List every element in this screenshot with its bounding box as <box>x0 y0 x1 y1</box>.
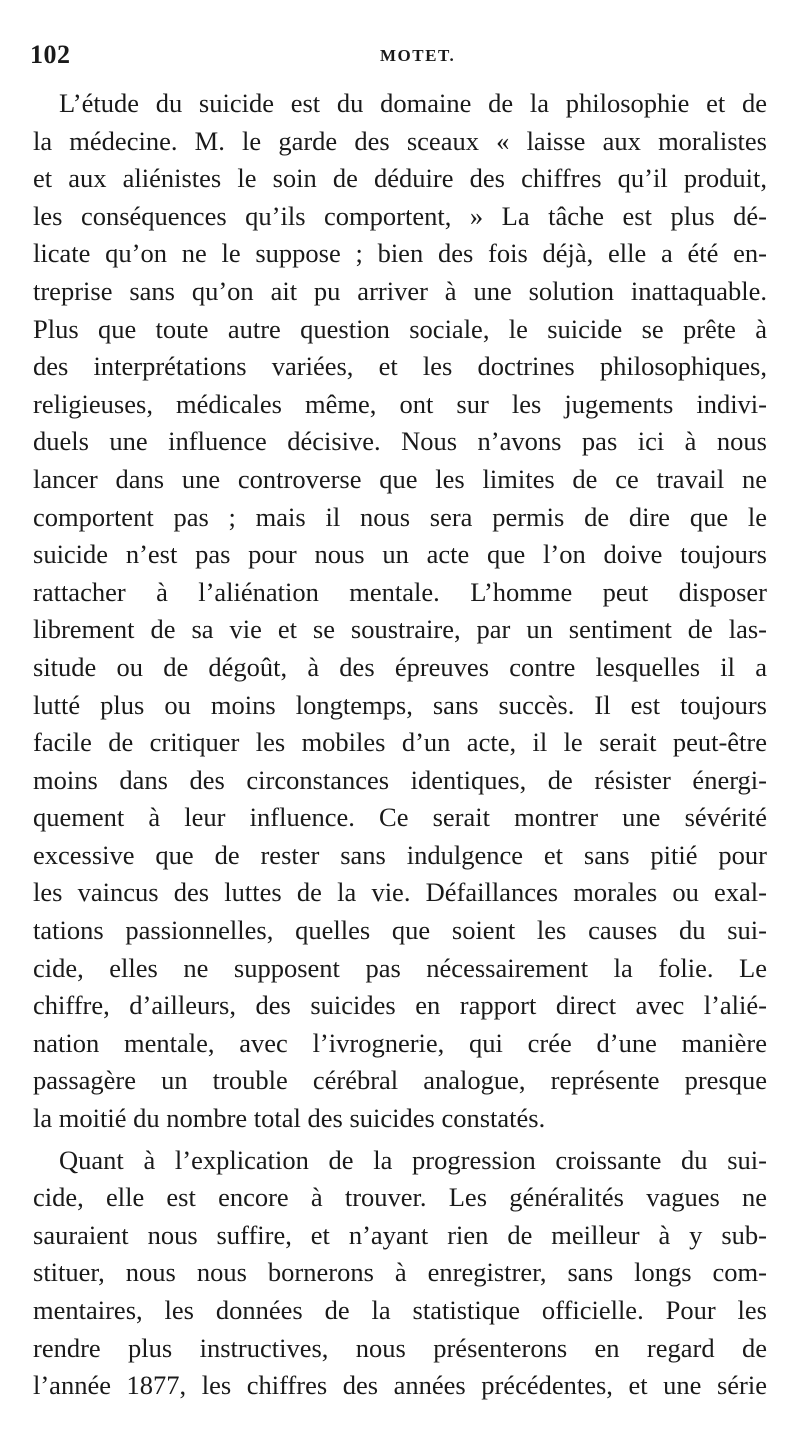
text-line: rendre plus instructives, nous présenterons en regard de <box>33 1332 767 1363</box>
text-line: religieuses, médicales même, ont sur les jugements indivi- <box>33 388 767 419</box>
text-line: lancer dans une controverse que les limites de ce travail ne <box>33 463 767 494</box>
text-line: duels une influence décisive. Nous n’avons pas ici à nous <box>33 426 767 457</box>
page-number: 102 <box>30 40 71 69</box>
text-line: comportent pas ; mais il nous sera permis de dire que le <box>33 501 767 532</box>
paragraph-2 <box>33 1142 767 1405</box>
text-line: et aux aliénistes le soin de déduire des chiffres qu’il produit, <box>33 163 767 194</box>
running-title: MOTET. <box>380 46 456 65</box>
body-text <box>33 85 767 1405</box>
text-line: stituer, nous nous bornerons à enregistrer, sans longs com- <box>33 1257 767 1288</box>
text-line: L’étude du suicide est du domaine de la philosophie et de <box>59 88 767 118</box>
text-line: moins dans des circonstances identiques, de résister énergi- <box>33 764 767 795</box>
text-line: suicide n’est pas pour nous un acte que l’on doive toujours <box>33 539 767 570</box>
text-line: rattacher à l’aliénation mentale. L’homme peut disposer <box>33 576 767 607</box>
text-line: nation mentale, avec l’ivrognerie, qui crée d’une manière <box>33 1027 767 1058</box>
text-line: des interprétations variées, et les doctrines philosophiques, <box>33 351 767 382</box>
text-line: quement à leur influence. Ce serait montrer une sévérité <box>33 802 767 833</box>
text-line: situde ou de dégoût, à des épreuves contre lesquelles il a <box>33 651 767 682</box>
text-line: tations passionnelles, quelles que soient les causes du sui- <box>33 915 767 946</box>
text-line: treprise sans qu’on ait pu arriver à une solution inattaquable. <box>33 275 767 306</box>
text-line: licate qu’on ne le suppose ; bien des fois déjà, elle a été en- <box>33 238 767 269</box>
text-line: cide, elles ne supposent pas nécessairement la folie. Le <box>33 952 767 983</box>
text-line: l’année 1877, les chiffres des années précédentes, et une série <box>33 1370 767 1401</box>
text-line: lutté plus ou moins longtemps, sans succès. Il est toujours <box>33 689 767 720</box>
text-line: facile de critiquer les mobiles d’un acte, il le serait peut-être <box>33 727 767 758</box>
text-line: sauraient nous suffire, et n’ayant rien de meilleur à y sub- <box>33 1219 767 1250</box>
text-line: chiffre, d’ailleurs, des suicides en rapport direct avec l’alié- <box>33 990 767 1021</box>
text-line: cide, elle est encore à trouver. Les généralités vagues ne <box>33 1182 767 1213</box>
text-line: les vaincus des luttes de la vie. Défaillances morales ou exal- <box>33 877 767 908</box>
text-line: les conséquences qu’ils comportent, » La tâche est plus dé- <box>33 200 767 231</box>
text-line: excessive que de rester sans indulgence et sans pitié pour <box>33 839 767 870</box>
text-line: la médecine. M. le garde des sceaux « laisse aux moralistes <box>33 125 767 156</box>
text-line: passagère un trouble cérébral analogue, représente presque <box>33 1065 767 1096</box>
text-line: Plus que toute autre question sociale, le suicide se prête à <box>33 313 767 344</box>
paragraph-1 <box>33 85 767 1138</box>
text-line: mentaires, les données de la statistique officielle. Pour les <box>33 1295 767 1325</box>
text-line: la moitié du nombre total des suicides constatés. <box>33 1103 546 1134</box>
page-header <box>30 40 770 76</box>
text-line: Quant à l’explication de la progression croissante du sui- <box>59 1144 767 1175</box>
text-line: librement de sa vie et se soustraire, par un sentiment de las- <box>33 614 767 645</box>
